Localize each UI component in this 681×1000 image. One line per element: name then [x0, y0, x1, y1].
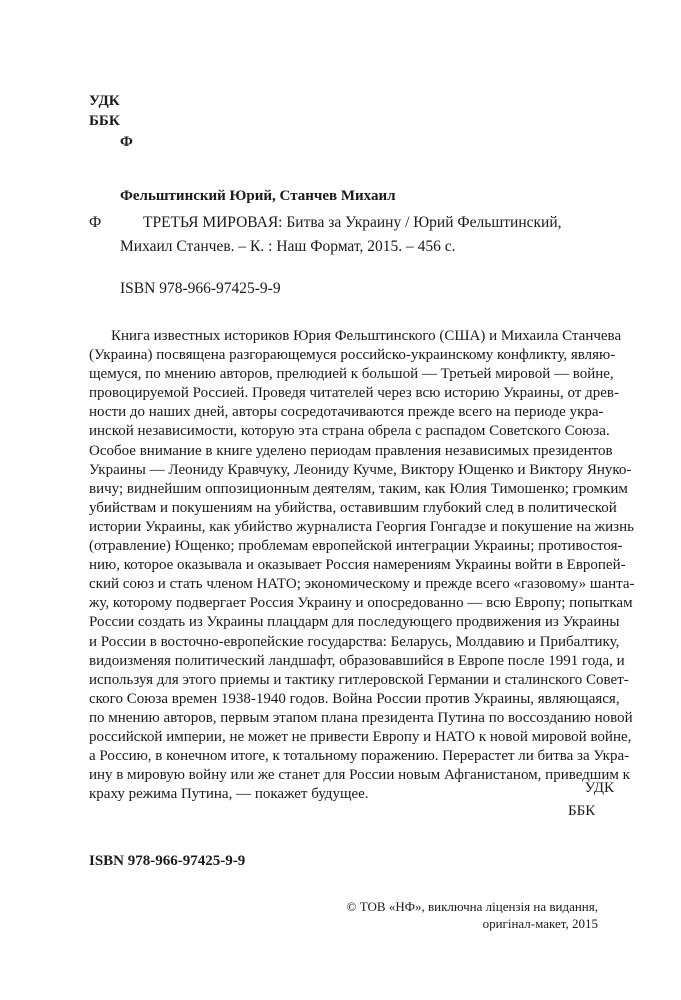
annotation-line: ности до наших дней, авторы сосредотачиваются прежде всего на периоде укра- [89, 404, 604, 421]
annotation-line: жу, которому подвергает Россия Украину и опосредованно — всю Европу; попыткам [89, 595, 633, 612]
book-title-line-2: Михаил Станчев. – К. : Наш Формат, 2015. – 456 с. [120, 238, 456, 255]
annotation-line: и России в восточно-европейские государства: Беларусь, Молдавию и Прибалтику, [89, 633, 620, 650]
annotation-line: Книга известных историков Юрия Фельштинского (США) и Михаила Станчева [111, 328, 622, 344]
annotation-line: провоцируемой Россией. Проведя читателей через всю историю Украины, от древ- [89, 385, 619, 402]
bbk-code-label: ББК [568, 803, 596, 819]
isbn-record: ISBN 978-966-97425-9-9 [120, 280, 281, 297]
annotation-line: инской независимости, которую эта страна обрела с распадом Советского Союза. [89, 423, 610, 440]
copyright-line: © ТОВ «НФ», виключна ліцензія на видання, [346, 899, 598, 914]
annotation-line: ского Союза времен 1938-1940 годов. Война России против Украины, являющаяся, [89, 690, 620, 707]
annotation-line: ский союз и стать членом НАТО; экономическому и прежде всего «газовому» шанта- [89, 576, 635, 593]
annotation-line: используя для этого приемы и тактику гитлеровской Германии и сталинского Совет- [89, 671, 629, 688]
bbk-label: ББК [89, 113, 120, 129]
annotation-line: истории Украины, как убийство журналиста Георгия Гонгадзе и покушение на жизнь [89, 518, 634, 535]
annotation-line: нию, которое оказывала и оказывает Россия намерениям Украины войти в Европей- [89, 557, 626, 574]
annotation-line: (отравление) Ющенко; проблемам европейской интеграции Украины; противостоя- [89, 538, 623, 555]
annotation-line: а Россию, в конечном итоге, к тотальному поражению. Перерастет ли битва за Укра- [89, 748, 630, 765]
annotation-line: по мнению авторов, первым этапом плана президента Путина по воссозданию новой [89, 709, 633, 726]
annotation-line: Особое внимание в книге уделено периодам правления независимых президентов [89, 442, 613, 459]
udk-code-label: УДК [584, 780, 614, 796]
annotation-line: видоизменяя политический ландшафт, образовавшийся в Европе после 1991 года, и [89, 652, 625, 669]
annotation-line: вичу; виднейшим оппозиционным деятелям, таким, как Юлия Тимошенко; громким [89, 480, 628, 497]
author-mark-letter: Ф [120, 134, 133, 150]
copyright-line: оригінал-макет, 2015 [482, 916, 598, 931]
copyright-notice [298, 898, 598, 932]
annotation-paragraph [89, 327, 635, 804]
annotation-line: России создать из Украины плацдарм для последующего продвижения из Украины [89, 614, 620, 631]
annotation-line: российской империи, не может не привести Европу и НАТО к новой мировой войне, [89, 728, 632, 745]
udk-label: УДК [89, 93, 120, 109]
book-title-line-1: ТРЕТЬЯ МИРОВАЯ: Битва за Украину / Юрий Фельштинский, [143, 214, 562, 231]
annotation-line: (Украина) посвящена разгорающемуся российско-украинскому конфликту, являю- [89, 347, 616, 364]
annotation-line: убийствам и покушениям на убийства, оставившим глубокий след в политической [89, 499, 617, 516]
isbn-footer: ISBN 978-966-97425-9-9 [89, 853, 246, 869]
annotation-line: Украины — Леониду Кравчуку, Леониду Кучме, Виктору Ющенко и Виктору Януко- [89, 461, 632, 478]
annotation-line: щемуся, по мнению авторов, прелюдией к большой — Третьей мировой — войне, [89, 366, 614, 383]
annotation-line: краху режима Путина, — покажет будущее. [89, 786, 369, 803]
author-mark: Ф [89, 214, 102, 231]
annotation-line: ину в мировую войну или же станет для России новым Афганистаном, приведшим к [89, 767, 630, 784]
authors-line: Фельштинский Юрий, Станчев Михаил [120, 188, 396, 204]
